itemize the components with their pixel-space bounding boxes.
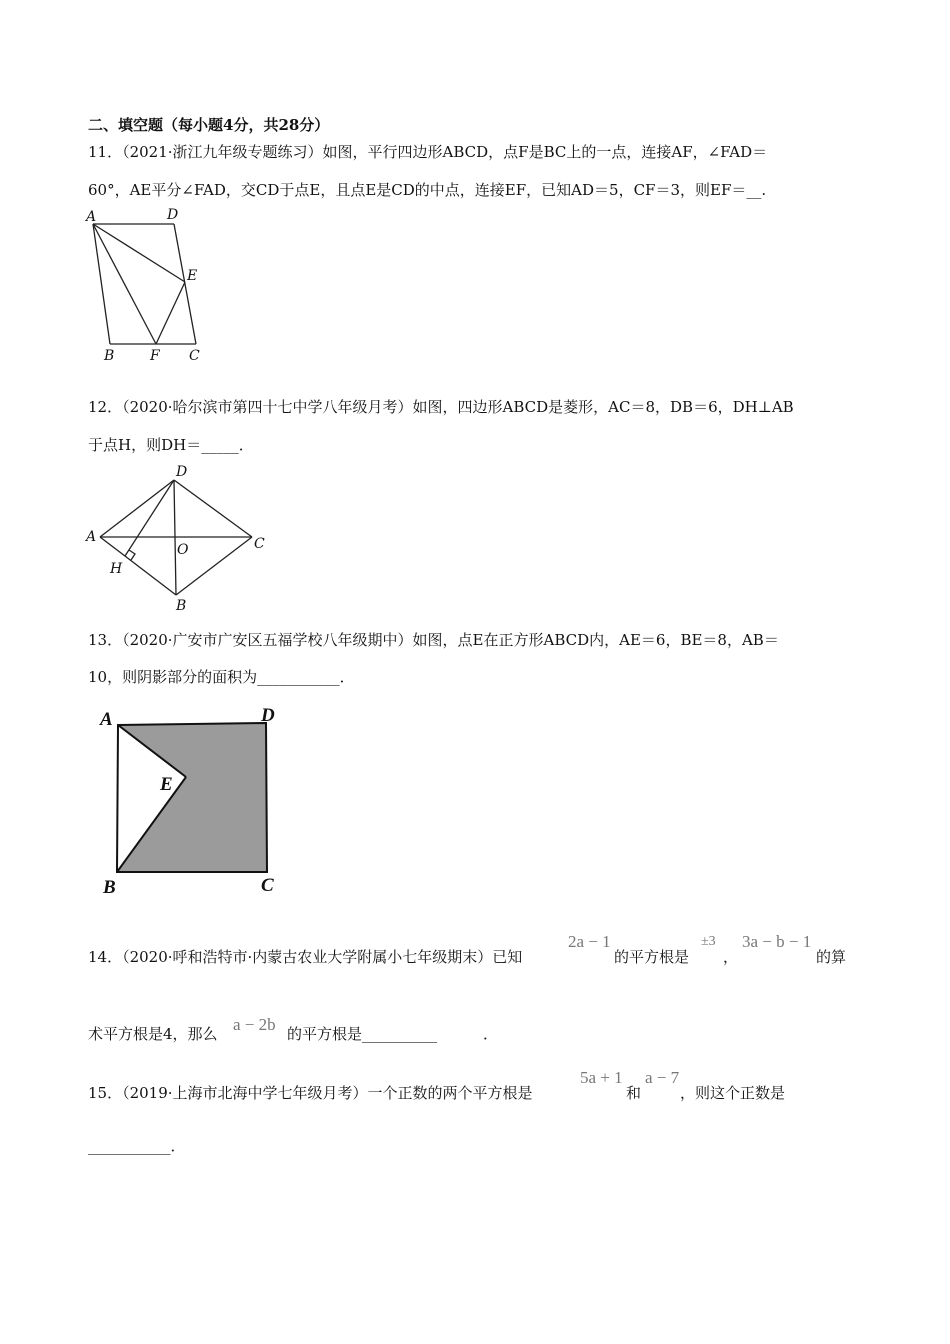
q13-label-d: D — [261, 705, 275, 726]
q12-rhombus-figure — [80, 460, 280, 615]
q11-parallelogram-figure — [80, 202, 220, 367]
q11-segment-ae — [93, 224, 185, 282]
q14-text-line2-b: 的平方根是__________ — [287, 1025, 438, 1043]
q11-segment-af — [93, 224, 156, 344]
q15-text-line1-c: ，则这个正数是 — [680, 1084, 786, 1102]
q14-expr-2a-minus-1: 2a − 1 — [568, 932, 611, 951]
q11-segment-ba — [93, 224, 110, 344]
q12-segment-dc — [174, 480, 252, 537]
q15-expr-5a-plus-1: 5a + 1 — [580, 1068, 623, 1087]
q13-label-a: A — [100, 709, 113, 730]
q13-label-b: B — [103, 877, 116, 898]
q12-label-c: C — [254, 536, 265, 552]
q11-label-d: D — [167, 207, 179, 223]
q11-text-line2: 60°，AE平分∠FAD，交CD于点E，且点E是CD的中点，连接EF，已知AD＝5，CF＝3，则EF＝__. — [88, 181, 767, 199]
q14-text-line1-b: 的平方根是 — [614, 948, 690, 966]
q12-label-b: B — [176, 598, 187, 614]
q14-text-line2-c: ． — [483, 1025, 499, 1043]
q11-segment-dc — [174, 224, 196, 344]
q14-expr-a-minus-2b: a − 2b — [233, 1015, 276, 1034]
q12-label-h: H — [110, 561, 123, 577]
q14-text-line2-a: 术平方根是4，那么 — [88, 1025, 218, 1043]
q11-label-c: C — [189, 348, 200, 364]
q15-text-line1-a: 15．（2019·上海市北海中学七年级月考）一个正数的两个平方根是 — [88, 1084, 533, 1102]
q13-label-e: E — [160, 774, 173, 795]
q13-shaded-region — [117, 723, 267, 872]
q13-square-figure — [95, 700, 295, 900]
q12-label-o: O — [177, 542, 189, 558]
q14-expr-3a-minus-b-minus-1: 3a − b − 1 — [742, 932, 812, 951]
q14-expr-plus-minus-3: ±3 — [701, 934, 716, 949]
q11-label-a: A — [86, 209, 97, 225]
q14-text-line1-d: 的算 — [816, 948, 847, 966]
q14-text-line1-a: 14．（2020·呼和浩特市·内蒙古农业大学附属小七年级期末）已知 — [88, 948, 523, 966]
q14-text-line1-c: ， — [723, 948, 739, 966]
q12-label-a: A — [86, 529, 97, 545]
q15-text-line2: ___________． — [88, 1137, 186, 1155]
q11-label-e: E — [187, 268, 198, 284]
q12-label-d: D — [176, 464, 188, 480]
q12-segment-dh — [125, 480, 174, 556]
q15-text-line1-b: 和 — [626, 1084, 642, 1102]
section-title: 二、填空题（每小题4分，共28分） — [88, 116, 330, 134]
q13-text-line1: 13．（2020·广安市广安区五福学校八年级期中）如图，点E在正方形ABCD内，AE＝6，BE＝8，AB＝ — [88, 631, 779, 649]
q11-label-f: F — [150, 348, 160, 364]
q15-expr-a-minus-7: a − 7 — [645, 1068, 680, 1087]
q11-label-b: B — [104, 348, 115, 364]
q12-right-angle-mark — [129, 550, 135, 560]
q12-text-line1: 12．（2020·哈尔滨市第四十七中学八年级月考）如图，四边形ABCD是菱形，AC＝8，DB＝6，DH⊥AB — [88, 398, 794, 416]
q12-text-line2: 于点H，则DH＝_____． — [88, 436, 254, 454]
q12-segment-ad — [100, 480, 174, 537]
q11-segment-fe — [156, 282, 185, 344]
q11-text-line1: 11．（2021·浙江九年级专题练习）如图，平行四边形ABCD，点F是BC上的一点，连接AF，∠FAD＝ — [88, 143, 768, 161]
q13-label-c: C — [261, 875, 274, 896]
q13-text-line2: 10，则阴影部分的面积为___________． — [88, 668, 355, 686]
